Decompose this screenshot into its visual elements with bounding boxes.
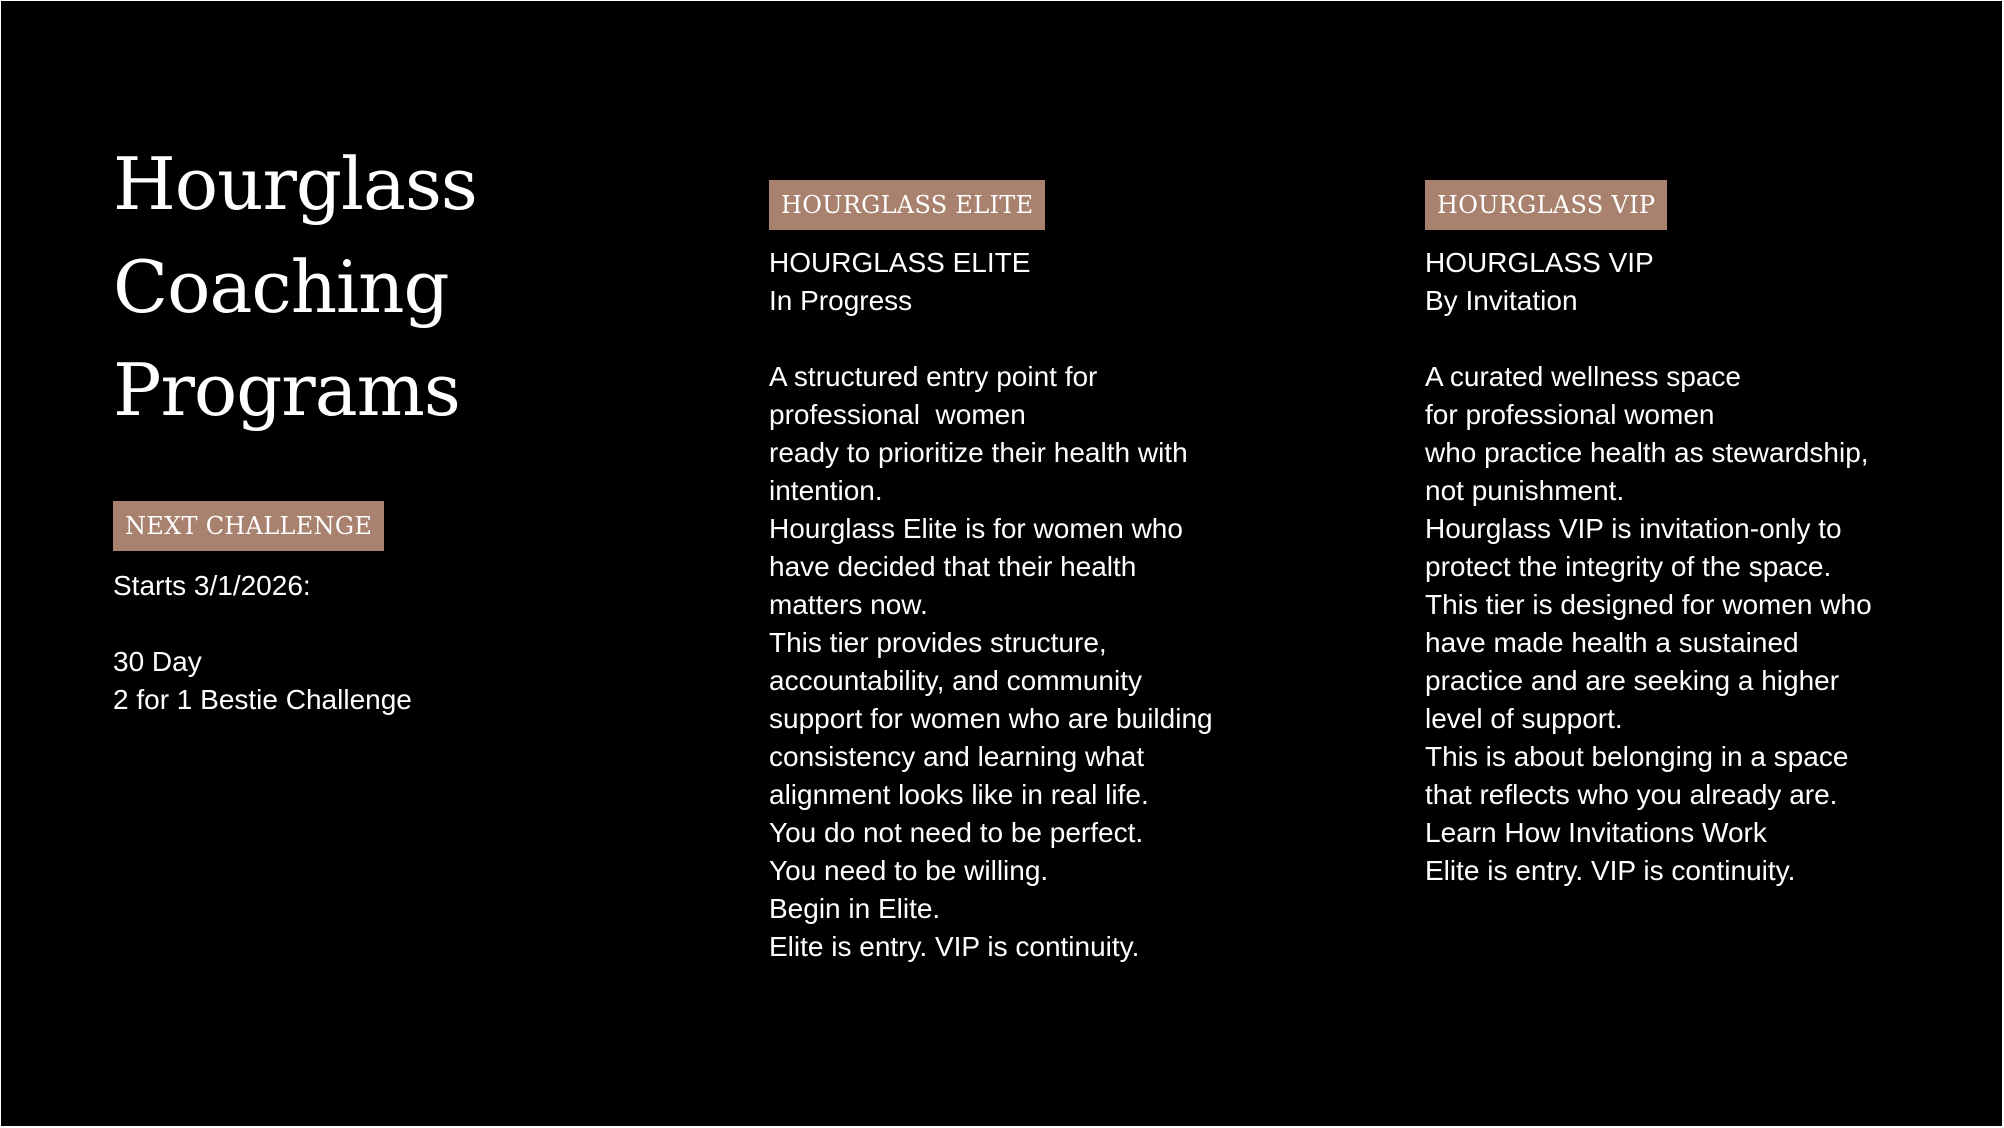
next-challenge-details — [113, 567, 673, 719]
text-line: Starts 3/1/2026: — [113, 570, 311, 601]
text-line: 2 for 1 Bestie Challenge — [113, 684, 412, 715]
text-line: This is about belonging in a space — [1425, 741, 1849, 772]
learn-invitations-link[interactable]: Learn How Invitations Work — [1425, 817, 1767, 848]
text-line: that reflects who you already are. — [1425, 779, 1838, 810]
text-line: Elite is entry. VIP is continuity. — [1425, 855, 1796, 886]
elite-badge: HOURGLASS ELITE — [769, 180, 1045, 230]
text-line: In Progress — [769, 285, 913, 316]
text-line: accountability, and community — [769, 665, 1142, 696]
text-line: You need to be willing. — [769, 855, 1049, 886]
text-line: Hourglass Elite is for women who — [769, 513, 1183, 544]
text-line: A structured entry point for — [769, 361, 1098, 392]
text-line: professional women — [769, 399, 1026, 430]
slide — [1, 1, 2002, 1126]
text-line — [1425, 320, 1985, 358]
page-title — [113, 133, 673, 442]
text-line: Hourglass VIP is invitation-only to — [1425, 513, 1842, 544]
text-line: HOURGLASS ELITE — [769, 247, 1031, 278]
title-line: Programs — [113, 348, 460, 432]
text-line: intention. — [769, 475, 883, 506]
intro-column — [113, 133, 673, 719]
text-line: 30 Day — [113, 646, 202, 677]
text-line: This tier is designed for women who — [1425, 589, 1872, 620]
text-line: consistency and learning what — [769, 741, 1145, 772]
text-line: HOURGLASS VIP — [1425, 247, 1654, 278]
text-line: matters now. — [769, 589, 928, 620]
text-line: This tier provides structure, — [769, 627, 1107, 658]
text-line: A curated wellness space — [1425, 361, 1741, 392]
text-line: level of support. — [1425, 703, 1623, 734]
text-line — [113, 605, 673, 643]
vip-description — [1425, 244, 1985, 890]
title-line: Coaching — [113, 245, 449, 329]
elite-description — [769, 244, 1369, 966]
text-line: who practice health as stewardship, — [1425, 437, 1869, 468]
text-line: Elite is entry. VIP is continuity. — [769, 931, 1140, 962]
text-line: practice and are seeking a higher — [1425, 665, 1840, 696]
text-line: Begin in Elite. — [769, 893, 941, 924]
text-line: have made health a sustained — [1425, 627, 1799, 658]
text-line: You do not need to be perfect. — [769, 817, 1144, 848]
text-line: protect the integrity of the space. — [1425, 551, 1832, 582]
text-line — [769, 320, 1369, 358]
vip-badge: HOURGLASS VIP — [1425, 180, 1667, 230]
text-line: for professional women — [1425, 399, 1715, 430]
text-line: have decided that their health — [769, 551, 1137, 582]
next-challenge-badge: NEXT CHALLENGE — [113, 501, 384, 551]
vip-column — [1425, 180, 1985, 890]
text-line: alignment looks like in real life. — [769, 779, 1149, 810]
text-line: not punishment. — [1425, 475, 1625, 506]
text-line: support for women who are building — [769, 703, 1213, 734]
text-line: ready to prioritize their health with — [769, 437, 1188, 468]
elite-column — [769, 180, 1369, 966]
title-line: Hourglass — [113, 142, 477, 226]
text-line: By Invitation — [1425, 285, 1578, 316]
